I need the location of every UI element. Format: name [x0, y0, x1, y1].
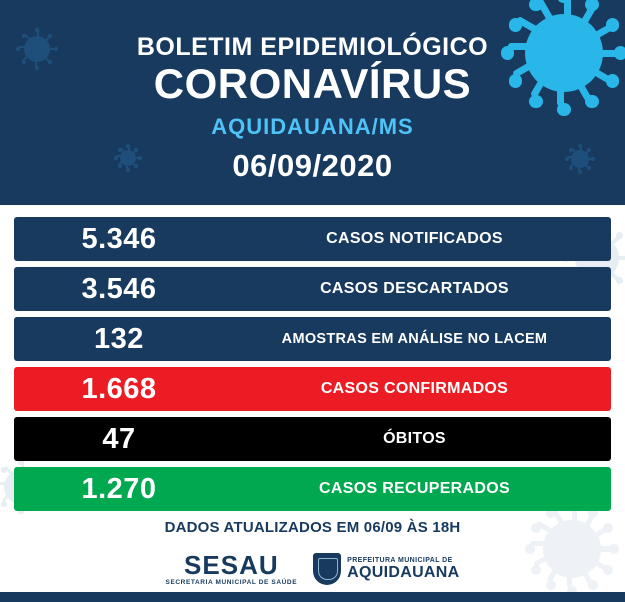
stat-label: CASOS CONFIRMADOS	[320, 380, 509, 397]
stat-label: CASOS NOTIFICADOS	[326, 230, 503, 247]
stat-value: 1.668	[81, 372, 157, 405]
stat-value: 1.270	[81, 472, 157, 505]
stat-label: ÓBITOS	[383, 430, 446, 447]
stat-row-casos-notificados	[14, 217, 611, 261]
stat-value: 47	[102, 422, 136, 455]
header-text-block	[0, 0, 625, 184]
stat-row-amostras-em-analise	[14, 317, 611, 361]
stat-label: CASOS DESCARTADOS	[320, 280, 509, 297]
prefeitura-logo-text	[347, 557, 459, 581]
footer-logos	[0, 552, 625, 587]
bulletin-title: BOLETIM EPIDEMIOLÓGICO	[136, 33, 489, 61]
sesau-logo	[166, 552, 298, 587]
sesau-logo-subtitle: SECRETARIA MUNICIPAL DE SAÚDE	[165, 579, 298, 586]
prefeitura-logo	[313, 553, 459, 585]
prefeitura-logo-top: PREFEITURA MUNICIPAL DE	[347, 557, 453, 565]
last-updated-text: DADOS ATUALIZADOS EM 06/09 ÀS 18H	[164, 519, 461, 536]
sesau-logo-name: SESAU	[184, 550, 279, 580]
stat-value: 132	[94, 322, 144, 355]
location-label: AQUIDAUANA/MS	[211, 114, 414, 140]
report-date: 06/09/2020	[232, 148, 393, 184]
stat-value: 5.346	[81, 222, 157, 255]
stat-label: CASOS RECUPERADOS	[319, 480, 510, 497]
disease-title: CORONAVÍRUS	[153, 60, 472, 108]
stat-value: 3.546	[81, 272, 157, 305]
bottom-accent-bar	[0, 592, 625, 602]
stat-row-casos-recuperados	[14, 467, 611, 511]
prefeitura-logo-bottom: AQUIDAUANA	[347, 564, 460, 582]
stat-row-casos-descartados	[14, 267, 611, 311]
stat-row-casos-confirmados	[14, 367, 611, 411]
poster-header	[0, 0, 625, 205]
statistics-list	[0, 205, 625, 511]
stat-row-obitos	[14, 417, 611, 461]
coat-of-arms-icon	[313, 553, 341, 585]
stat-label: AMOSTRAS EM ANÁLISE NO LACEM	[281, 331, 548, 347]
